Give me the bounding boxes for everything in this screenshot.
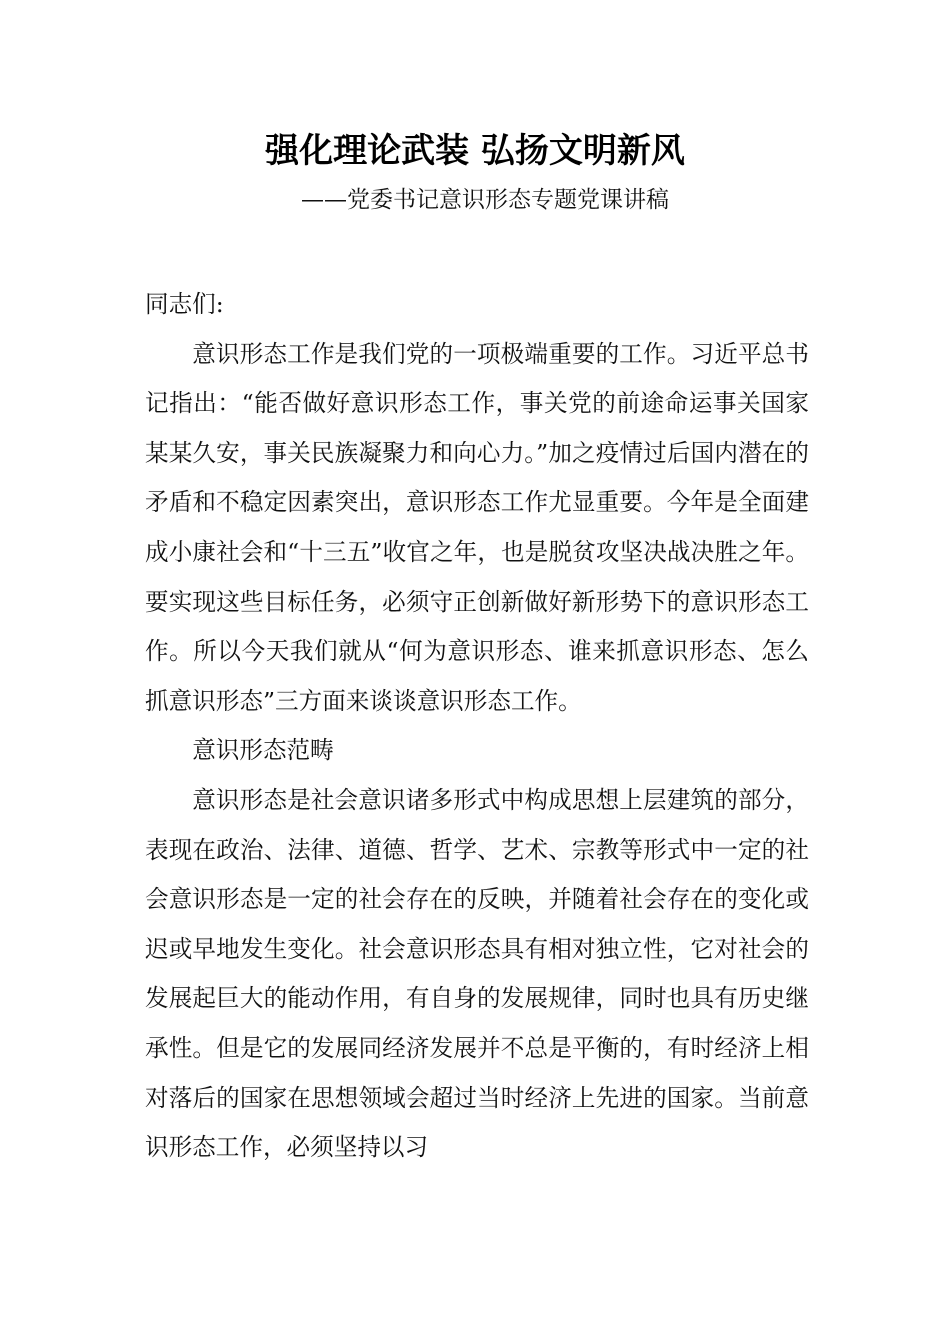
document-body — [145, 280, 809, 1173]
section-paragraph: 意识形态是社会意识诸多形式中构成思想上层建筑的部分，表现在政治、法律、道德、哲学、艺术、宗教等形式中一定的社会意识形态是一定的社会存在的反映，并随着社会存在的变化或迟或早地发生变化。社会意识形态具有相对独立性，它对社会的发展起巨大的能动作用，有自身的发展规律，同时也具有历史继承性。但是它的发展同经济发展并不总是平衡的，有时经济上相对落后的国家在思想领域会超过当时经济上先进的国家。当前意识形态工作，必须坚持以习 — [145, 785, 809, 1162]
section-heading: 意识形态范畴 — [192, 736, 334, 765]
document-title: 强化理论武装 弘扬文明新风 — [265, 131, 685, 171]
salutation: 同志们: — [145, 290, 224, 318]
document-subtitle: ——党委书记意识形态专题党课讲稿 — [301, 187, 669, 213]
intro-paragraph: 意识形态工作是我们党的一项极端重要的工作。习近平总书记指出：“能否做好意识形态工作，事关党的前途命运事关国家某某久安，事关民族凝聚力和向心力。”加之疫情过后国内潜在的矛盾和不稳定因素突出，意识形态工作尤显重要。今年是全面建成小康社会和“十三五”收官之年，也是脱贫攻坚决战决胜之年。要实现这些目标任务，必须守正创新做好新形势下的意识形态工作。所以今天我们就从“何为意识形态、谁来抓意识形态、怎么抓意识形态”三方面来谈谈意识形态工作。 — [145, 339, 809, 715]
